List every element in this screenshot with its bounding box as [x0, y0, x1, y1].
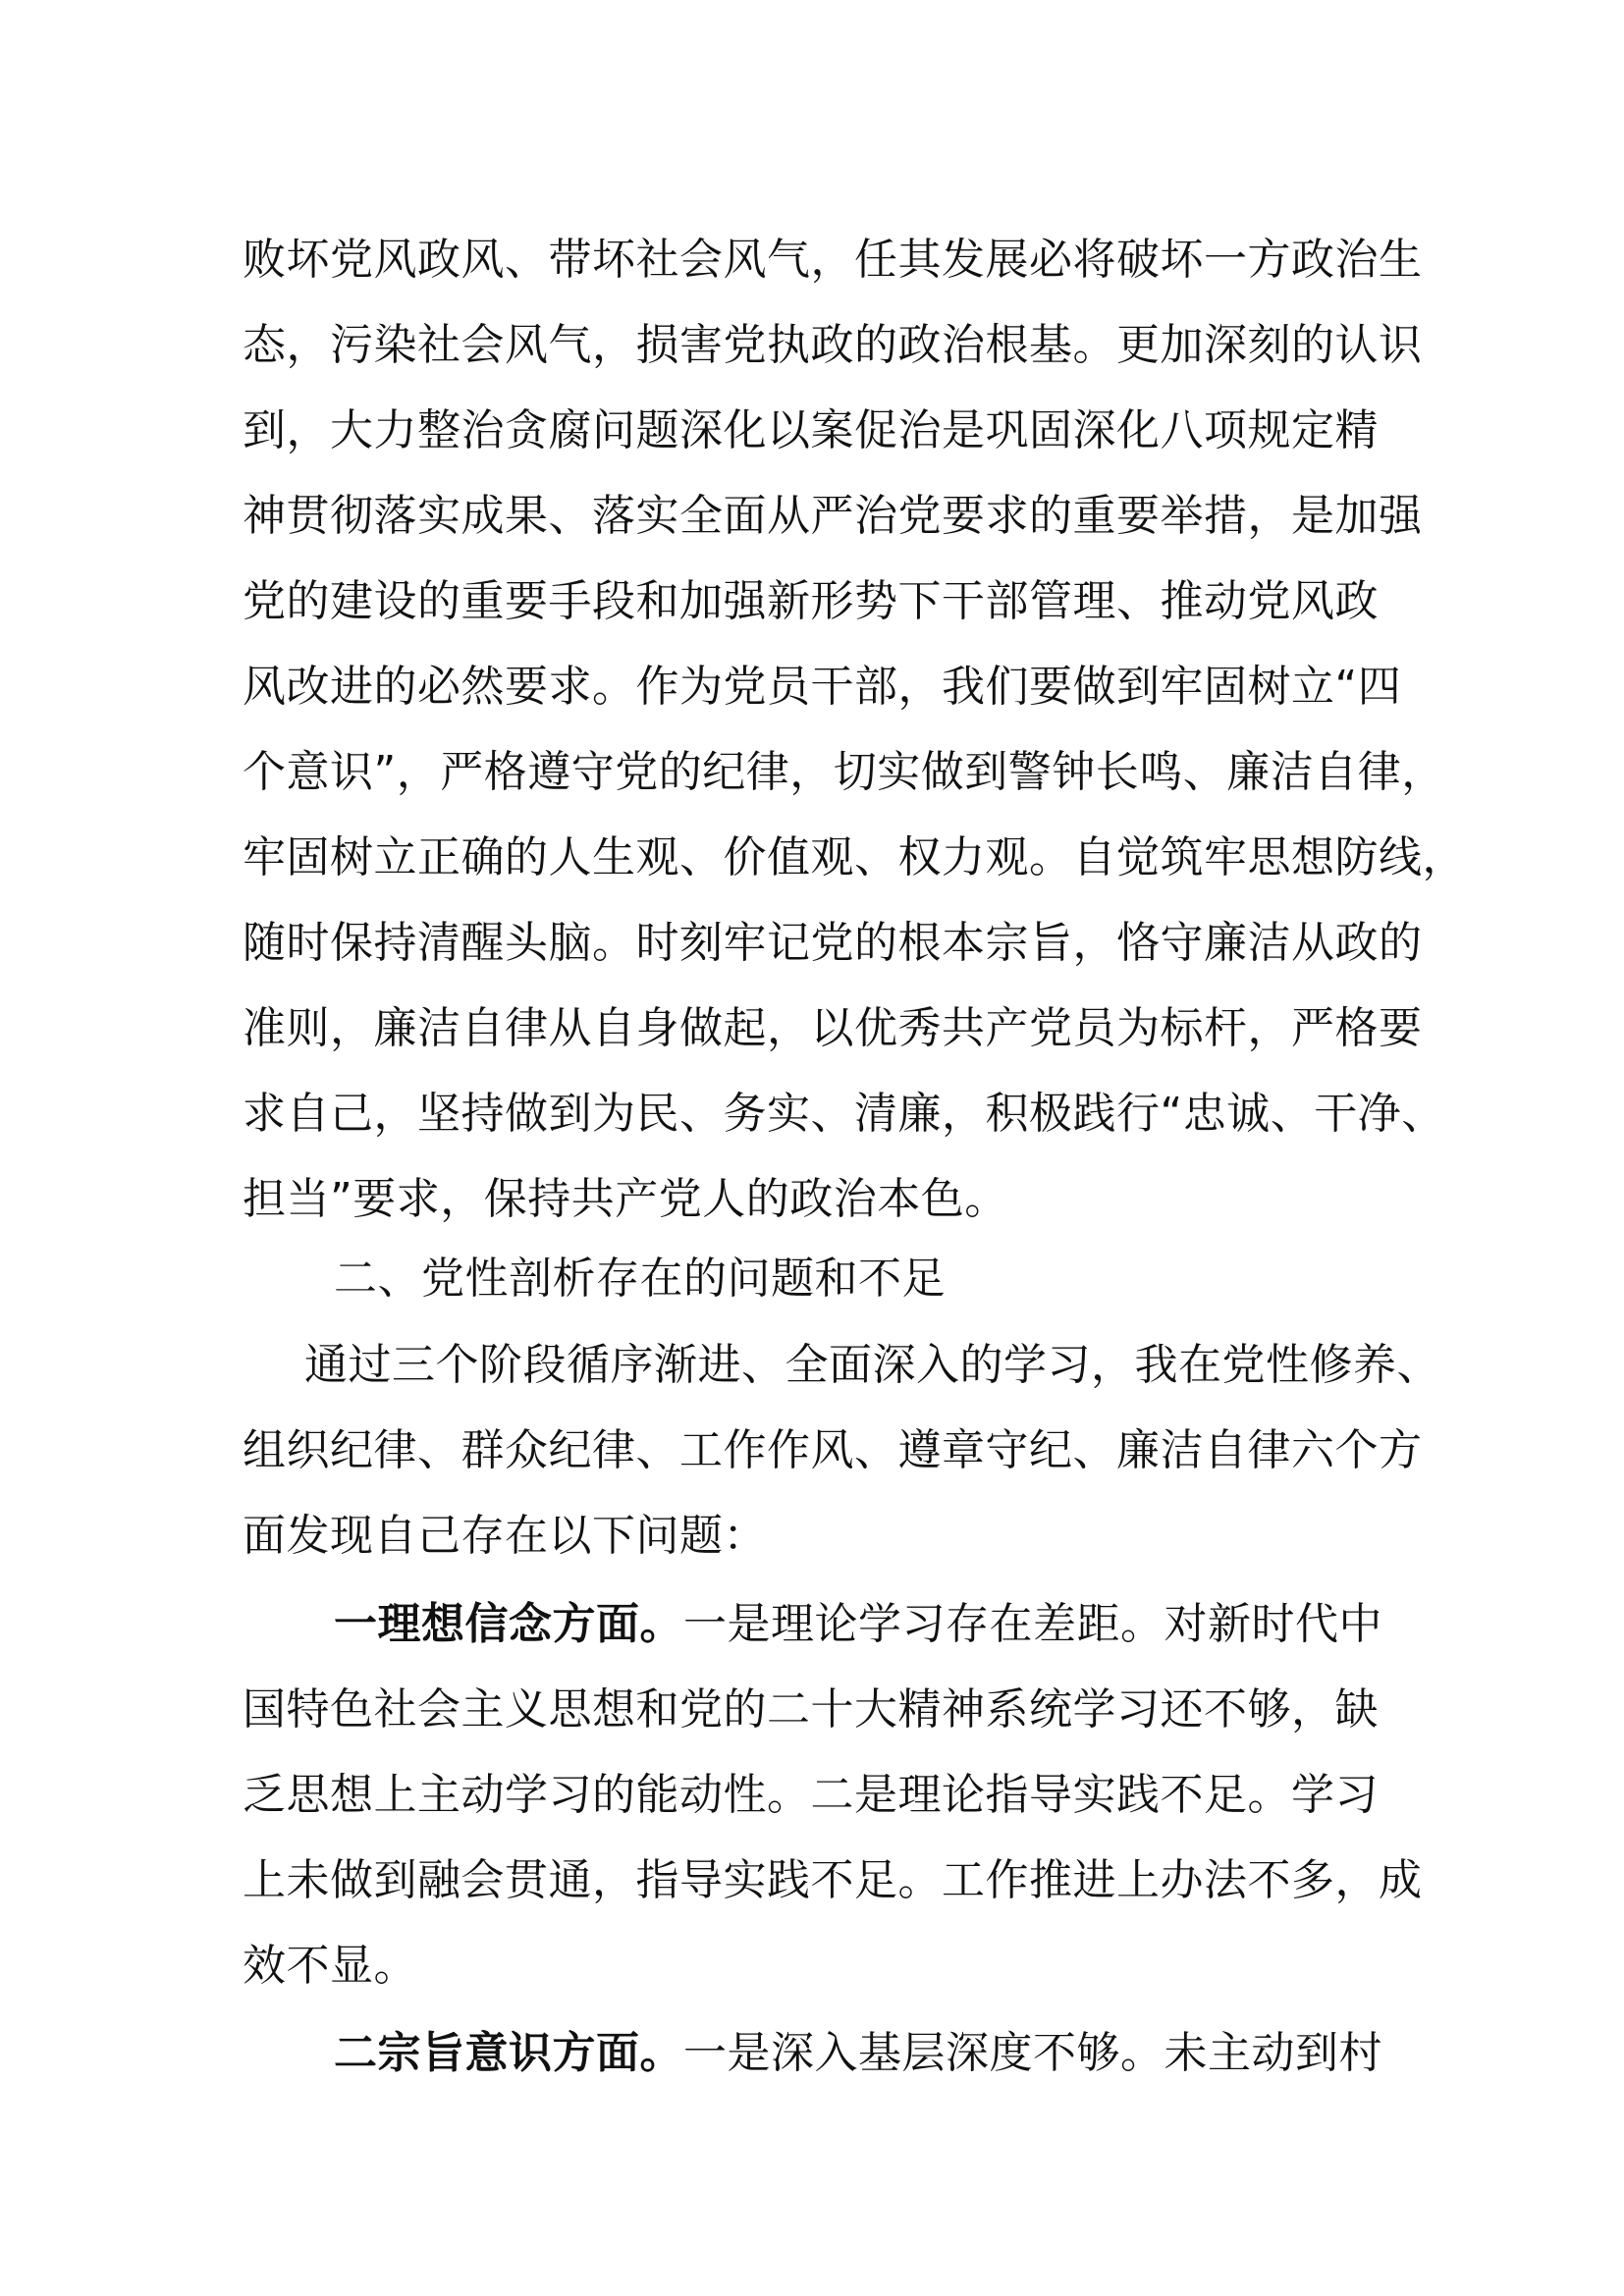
- paragraph-line: 党的建设的重要手段和加强新形势下干部管理、推动党风政: [243, 576, 1379, 626]
- section-heading: 二、党性剖析存在的问题和不足: [334, 1254, 946, 1304]
- item-text: 一是深入基层深度不够。未主动到村: [683, 2028, 1382, 2078]
- paragraph-line: 效不显。: [243, 1941, 417, 1991]
- paragraph-line: 准则，廉洁自律从自身做起，以优秀共产党员为标杆，严格要: [243, 1003, 1423, 1053]
- item-text: 一是理论学习存在差距。对新时代中: [683, 1599, 1382, 1649]
- paragraph-line: 随时保持清醒头脑。时刻牢记党的根本宗旨，恪守廉洁从政的: [243, 918, 1423, 968]
- paragraph-line: 态，污染社会风气，损害党执政的政治根基。更加深刻的认识: [243, 320, 1423, 370]
- paragraph-line: 到，大力整治贪腐问题深化以案促治是巩固深化八项规定精: [243, 405, 1379, 455]
- paragraph-line: 担当”要求，保持共产党人的政治本色。: [243, 1174, 1008, 1224]
- paragraph-line: 求自己，坚持做到为民、务实、清廉，积极践行“忠诚、干净、: [243, 1089, 1445, 1139]
- paragraph-line: 国特色社会主义思想和党的二十大精神系统学习还不够，缺: [243, 1684, 1379, 1735]
- paragraph-line: 风改进的必然要求。作为党员干部，我们要做到牢固树立“四: [243, 662, 1402, 712]
- paragraph-line: 乏思想上主动学习的能动性。二是理论指导实践不足。学习: [243, 1770, 1379, 1820]
- paragraph-line: 牢固树立正确的人生观、价值观、权力观。自觉筑牢思想防线，: [243, 832, 1466, 882]
- item-first-line: [334, 1590, 1483, 1659]
- item-first-line: [334, 2019, 1483, 2088]
- item-lead: 一理想信念方面。: [334, 1599, 683, 1649]
- item-lead: 二宗旨意识方面。: [334, 2028, 683, 2078]
- paragraph-line: 通过三个阶段循序渐进、全面深入的学习，我在党性修养、: [304, 1340, 1440, 1390]
- paragraph-line: 个意识”，严格遵守党的纪律，切实做到警钟长鸣、廉洁自律，: [243, 747, 1445, 797]
- paragraph-line: 上未做到融会贯通，指导实践不足。工作推进上办法不多，成: [243, 1855, 1423, 1905]
- paragraph-line: 神贯彻落实成果、落实全面从严治党要求的重要举措，是加强: [243, 491, 1423, 541]
- paragraph-line: 败坏党风政风、带坏社会风气，任其发展必将破坏一方政治生: [243, 235, 1423, 285]
- paragraph-line: 组织纪律、群众纪律、工作作风、遵章守纪、廉洁自律六个方: [243, 1425, 1423, 1475]
- paragraph-line: 面发现自己存在以下问题：: [243, 1511, 767, 1561]
